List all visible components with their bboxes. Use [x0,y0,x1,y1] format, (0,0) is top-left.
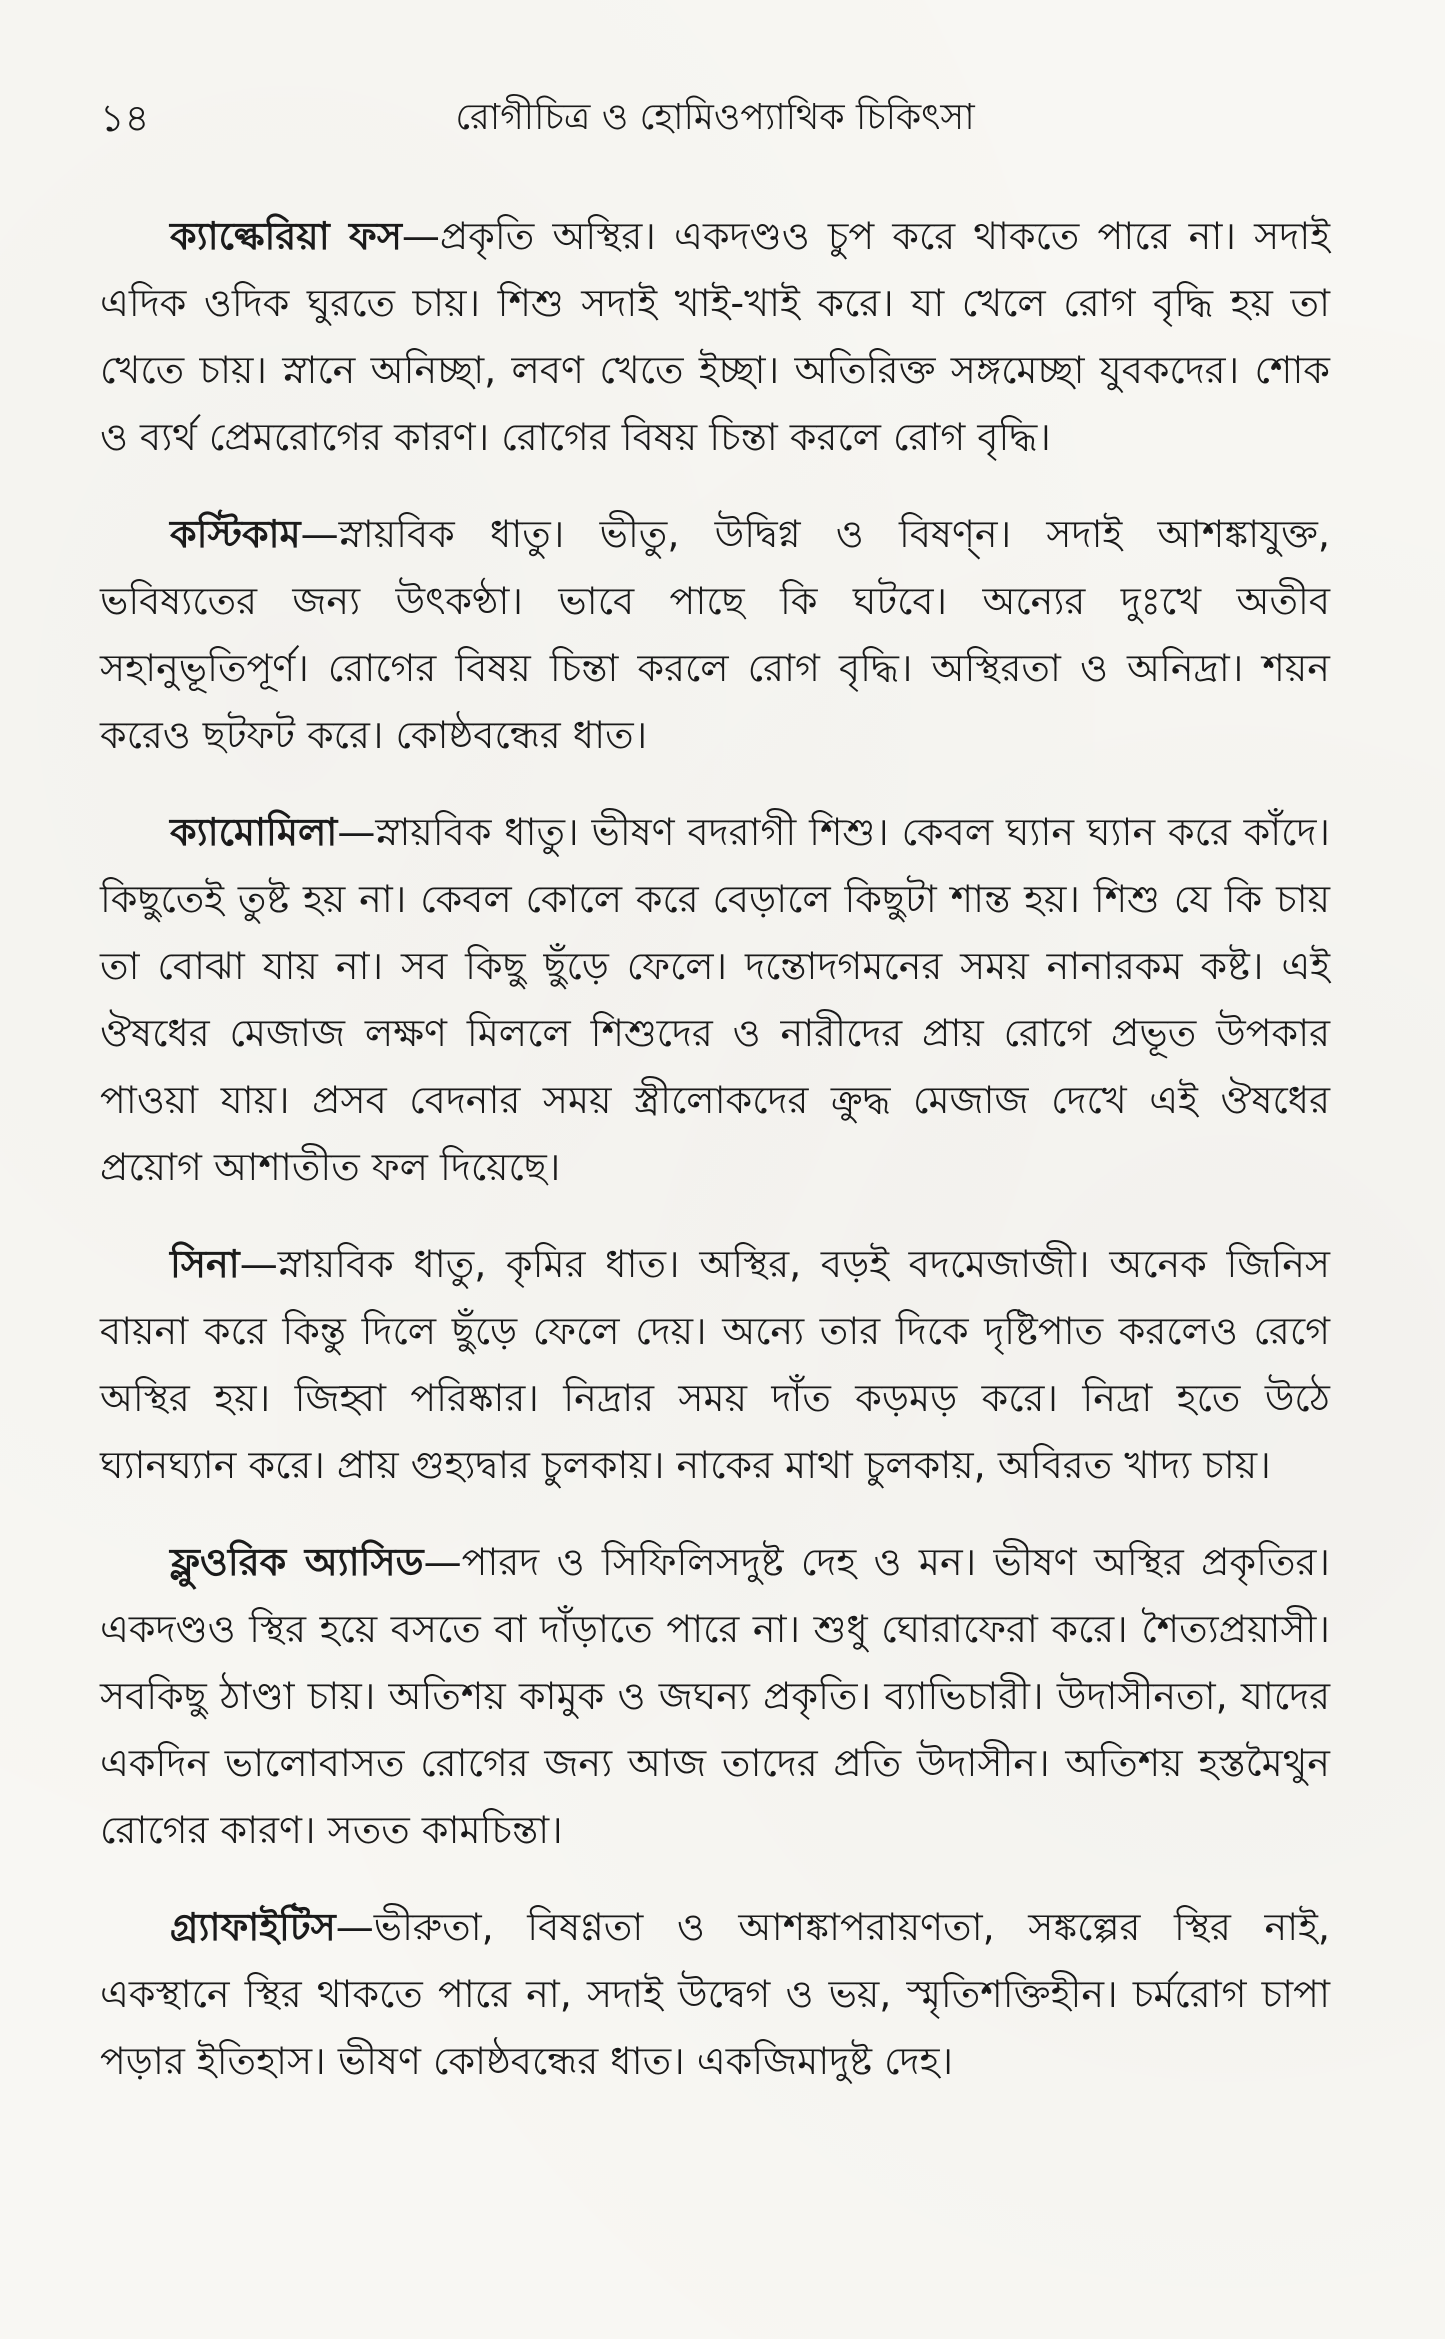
paragraph-graphites [100,1894,1330,2095]
paragraph-cina [100,1231,1330,1499]
paragraph-chamomilla [100,799,1330,1201]
remedy-description: —পারদ ও সিফিলিসদুষ্ট দেহ ও মন। ভীষণ অস্থির প্রকৃতির। একদণ্ডও স্থির হয়ে বসতে বা দাঁড়াতে পারে না। শুধু ঘোরাফেরা করে। শৈত্যপ্রয়াসী। সবকিছু ঠাণ্ডা চায়। অতিশয় কামুক ও জঘন্য প্রকৃতি। ব্যাভিচারী। উদাসীনতা, যাদের একদিন ভালোবাসত রোগের জন্য আজ তাদের প্রতি উদাসীন। অতিশয় হস্তমৈথুন রোগের কারণ। সতত কামচিন্তা। [100,1540,1330,1852]
paragraph-calcarea-phos [100,203,1330,471]
paragraph-causticum [100,501,1330,769]
remedy-name: গ্র্যাফাইটিস [170,1905,336,1949]
remedy-description: —স্নায়বিক ধাতু। ভীষণ বদরাগী শিশু। কেবল ঘ্যান ঘ্যান করে কাঁদে। কিছুতেই তুষ্ট হয় না। কেবল কোলে করে বেড়ালে কিছুটা শান্ত হয়। শিশু যে কি চায় তা বোঝা যায় না। সব কিছু ছুঁড়ে ফেলে। দন্তোদগমনের সময় নানারকম কষ্ট। এই ঔষধের মেজাজ লক্ষণ মিললে শিশুদের ও নারীদের প্রায় রোগে প্রভূত উপকার পাওয়া যায়। প্রসব বেদনার সময় স্ত্রীলোকদের ক্রুদ্ধ মেজাজ দেখে এই ঔষধের প্রয়োগ আশাতীত ফল দিয়েছে। [100,810,1330,1189]
running-title: রোগীচিত্র ও হোমিওপ্যাথিক চিকিৎসা [455,97,975,138]
remedy-description: —ভীরুতা, বিষণ্ণতা ও আশঙ্কাপরায়ণতা, সঙ্কল্পের স্থির নাই, একস্থানে স্থির থাকতে পারে না, সদাই উদ্বেগ ও ভয়, স্মৃতিশক্তিহীন। চর্মরোগ চাপা পড়ার ইতিহাস। ভীষণ কোষ্ঠবন্ধের ধাত। একজিমাদুষ্ট দেহ। [100,1905,1330,2083]
remedy-description: —প্রকৃতি অস্থির। একদণ্ডও চুপ করে থাকতে পারে না। সদাই এদিক ওদিক ঘুরতে চায়। শিশু সদাই খাই-খাই করে। যা খেলে রোগ বৃদ্ধি হয় তা খেতে চায়। স্নানে অনিচ্ছা, লবণ খেতে ইচ্ছা। অতিরিক্ত সঙ্গমেচ্ছা যুবকদের। শোক ও ব্যর্থ প্রেমরোগের কারণ। রোগের বিষয় চিন্তা করলে রোগ বৃদ্ধি। [100,214,1330,459]
page-header [100,88,1330,148]
page-number: ১৪ [100,96,150,140]
remedy-description: —স্নায়বিক ধাতু। ভীতু, উদ্বিগ্ন ও বিষণ্ন। সদাই আশঙ্কাযুক্ত, ভবিষ্যতের জন্য উৎকণ্ঠা। ভাবে পাছে কি ঘটবে। অন্যের দুঃখে অতীব সহানুভূতিপূর্ণ। রোগের বিষয় চিন্তা করলে রোগ বৃদ্ধি। অস্থিরতা ও অনিদ্রা। শয়ন করেও ছটফট করে। কোষ্ঠবন্ধের ধাত। [100,512,1330,757]
remedy-name: ক্যাল্কেরিয়া ফস [170,214,402,258]
remedy-name: ক্যামোমিলা [170,810,338,854]
body-text [100,203,1330,2095]
paragraph-fluoric-acid [100,1529,1330,1864]
remedy-name: কস্টিকাম [170,512,301,556]
remedy-description: —স্নায়বিক ধাতু, কৃমির ধাত। অস্থির, বড়ই বদমেজাজী। অনেক জিনিস বায়না করে কিন্তু দিলে ছুঁড়ে ফেলে দেয়। অন্যে তার দিকে দৃষ্টিপাত করলেও রেগে অস্থির হয়। জিহ্বা পরিষ্কার। নিদ্রার সময় দাঁত কড়মড় করে। নিদ্রা হতে উঠে ঘ্যানঘ্যান করে। প্রায় গুহ্যদ্বার চুলকায়। নাকের মাথা চুলকায়, অবিরত খাদ্য চায়। [100,1242,1330,1487]
remedy-name: ফ্লুওরিক অ্যাসিড [170,1540,424,1584]
remedy-name: সিনা [170,1242,240,1286]
